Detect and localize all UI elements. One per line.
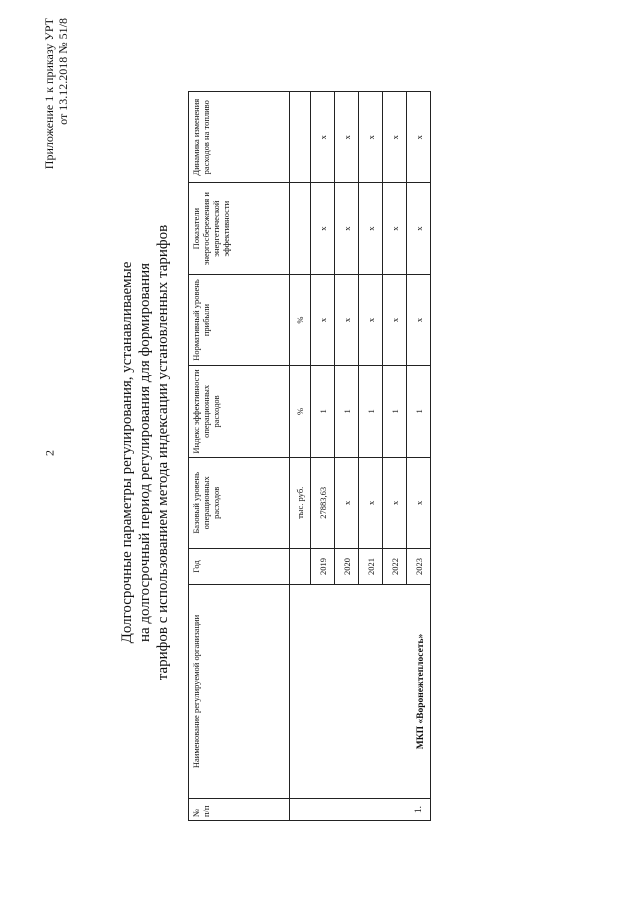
title-line-3: тарифов с использованием метода индексации установленных тарифов — [155, 224, 171, 681]
cell-base: х — [359, 457, 383, 548]
cell-profit: х — [335, 274, 359, 365]
cell-energy: х — [407, 183, 431, 274]
cell-profit: х — [359, 274, 383, 365]
document-title — [118, 0, 172, 905]
cell-profit: х — [407, 274, 431, 365]
cell-fuel: х — [311, 92, 335, 183]
unit-energy — [290, 183, 311, 274]
cell-energy: х — [311, 183, 335, 274]
cell-index: 1 — [311, 366, 335, 457]
title-line-2: на долгосрочный период регулирования для формирования — [137, 262, 153, 643]
appendix-line-2: от 13.12.2018 № 51/8 — [56, 18, 70, 125]
cell-base: 27883,63 — [311, 457, 335, 548]
cell-year: 2022 — [383, 549, 407, 585]
cell-index: 1 — [383, 366, 407, 457]
cell-fuel: х — [359, 92, 383, 183]
appendix-reference — [42, 18, 70, 169]
units-row — [290, 92, 311, 821]
cell-fuel: х — [335, 92, 359, 183]
cell-profit: х — [383, 274, 407, 365]
cell-profit: х — [311, 274, 335, 365]
unit-base: тыс. руб. — [290, 457, 311, 548]
org-number: 1. — [290, 799, 431, 821]
cell-base: х — [407, 457, 431, 548]
cell-energy: х — [383, 183, 407, 274]
title-line-1: Долгосрочные параметры регулирования, устанавливаемые — [119, 261, 135, 644]
cell-index: 1 — [335, 366, 359, 457]
cell-year: 2021 — [359, 549, 383, 585]
cell-energy: х — [335, 183, 359, 274]
header-energy-saving: Показатели энергосбережения и энергетической эффективности — [189, 183, 290, 274]
cell-base: х — [383, 457, 407, 548]
page-number: 2 — [42, 450, 57, 456]
unit-fuel — [290, 92, 311, 183]
header-efficiency-index: Индекс эффективности операционных расходов — [189, 366, 290, 457]
table-header-row — [189, 92, 290, 821]
header-num: № п/п — [189, 799, 290, 821]
header-profit-level: Нормативный уровень прибыли — [189, 274, 290, 365]
cell-base: х — [335, 457, 359, 548]
unit-year — [290, 549, 311, 585]
org-name: МКП «Воронежтеплосеть» — [290, 585, 431, 799]
appendix-line-1: Приложение 1 к приказу УРТ — [42, 18, 56, 170]
parameters-table — [188, 91, 431, 821]
header-year: Год — [189, 549, 290, 585]
cell-index: 1 — [359, 366, 383, 457]
header-org: Наименование регулируемой организации — [189, 585, 290, 799]
cell-index: 1 — [407, 366, 431, 457]
header-base-level: Базовый уровень операционных расходов — [189, 457, 290, 548]
cell-fuel: х — [407, 92, 431, 183]
header-fuel-dynamics: Динамика изменения расходов на топливо — [189, 92, 290, 183]
cell-year: 2023 — [407, 549, 431, 585]
unit-index: % — [290, 366, 311, 457]
cell-energy: х — [359, 183, 383, 274]
cell-year: 2019 — [311, 549, 335, 585]
unit-profit: % — [290, 274, 311, 365]
cell-year: 2020 — [335, 549, 359, 585]
cell-fuel: х — [383, 92, 407, 183]
